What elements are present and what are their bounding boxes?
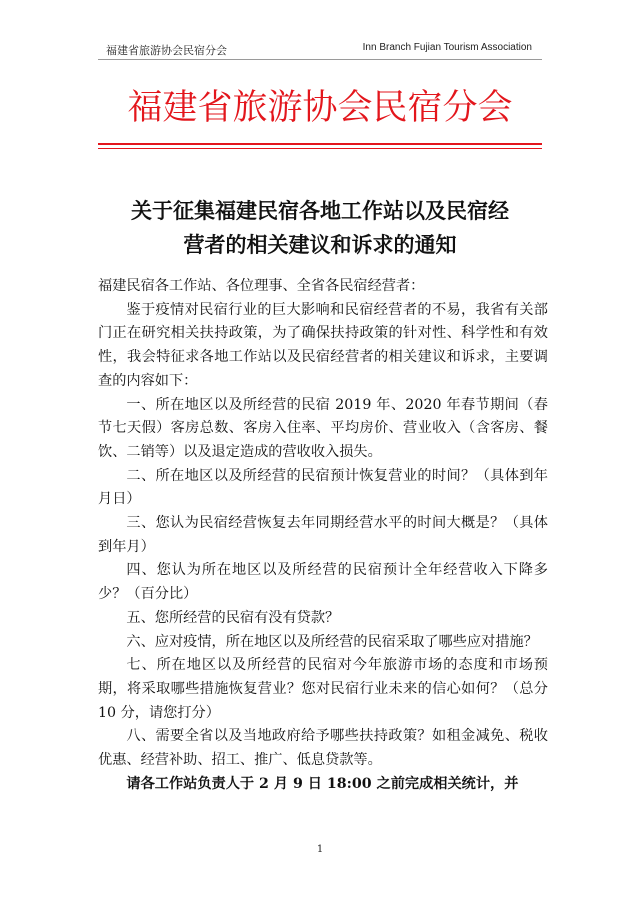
header-divider <box>98 59 542 60</box>
salutation: 福建民宿各工作站、各位理事、全省各民宿经营者： <box>98 278 425 294</box>
list-item: 八、需要全省以及当地政府给予哪些扶持政策？如租金减免、税收优惠、经营补助、招工、推广、低息贷款等。 <box>98 728 548 769</box>
list-item: 五、您所经营的民宿有没有贷款？ <box>126 609 340 626</box>
document-title <box>98 194 542 262</box>
red-divider-thick <box>98 143 542 145</box>
running-header-right: Inn Branch Fujian Tourism Association <box>362 42 532 53</box>
red-divider-thin <box>98 148 542 149</box>
document-title-line-2: 营者的相关建议和诉求的通知 <box>183 233 457 257</box>
list-item: 四、您认为所在地区以及所经营的民宿预计全年经营收入下降多少？（百分比） <box>98 562 548 603</box>
running-header-left: 福建省旅游协会民宿分会 <box>106 44 227 57</box>
organization-title: 福建省旅游协会民宿分会 <box>127 88 513 128</box>
page-number: 1 <box>316 844 324 855</box>
list-item: 三、您认为民宿经营恢复去年同期经营水平的时间大概是？（具体到年月） <box>98 515 548 555</box>
list-item: 七、所在地区以及所经营的民宿对今年旅游市场的态度和市场预期，将采取哪些措施恢复营业？您对民宿行业未来的信心如何？（总分 10 分，请您打分） <box>98 657 548 721</box>
document-title-line-1: 关于征集福建民宿各地工作站以及民宿经 <box>131 199 509 223</box>
closing-instruction: 请各工作站负责人于 2 月 9 日 18:00 之前完成相关统计，并 <box>126 775 519 792</box>
intro-paragraph: 鉴于疫情对民宿行业的巨大影响和民宿经营者的不易，我省有关部门正在研究相关扶持政策，为了确保扶持政策的针对性、科学性和有效性，我会特征求各地工作站以及民宿经营者的相关建议和诉求，主要调查的内容如下： <box>98 301 548 389</box>
list-item: 六、应对疫情，所在地区以及所经营的民宿采取了哪些应对措施？ <box>126 633 538 650</box>
list-item: 二、所在地区以及所经营的民宿预计恢复营业的时间？（具体到年月日） <box>98 467 548 508</box>
document-body <box>98 275 548 796</box>
list-item: 一、所在地区以及所经营的民宿 2019 年、2020 年春节期间（春节七天假）客房总数、客房入住率、平均房价、营业收入（含客房、餐饮、二销等）以及退定造成的营收收入损失。 <box>98 396 548 460</box>
